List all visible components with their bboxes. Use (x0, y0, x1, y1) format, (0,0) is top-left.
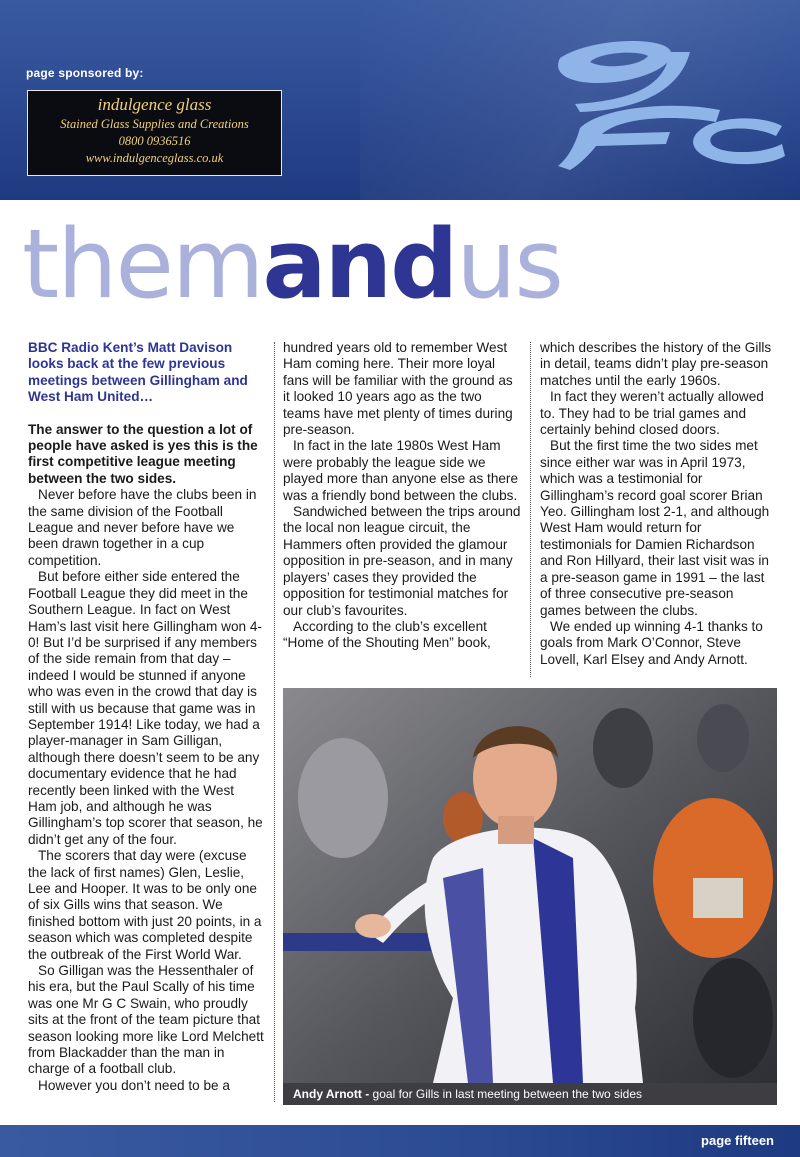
header-banner (0, 0, 800, 200)
sponsor-label: page sponsored by: (26, 66, 144, 80)
sponsor-phone: 0800 0936516 (118, 134, 191, 148)
page-title (22, 210, 562, 320)
sponsor-website: www.indulgenceglass.co.uk (85, 151, 224, 165)
article-paragraph: But the first time the two sides met since either war was in April 1973, which was a testimonial for Gillingham’s record goal scorer Brian Yeo. Gillingham lost 2-1, and although West Ham would return for testimonials for Damien Richardson and Ron Hillyard, their last visit was in a pre-season game in 1991 – the last of three consecutive pre-season games between the clubs. (540, 438, 770, 618)
photo-caption (283, 1083, 777, 1105)
article-paragraph: However you don’t need to be a (38, 1077, 230, 1093)
sponsor-box (27, 90, 282, 176)
article-paragraph: Sandwiched between the trips around the local non league circuit, the Hammers often provided the glamour opposition in pre-season, and in many players’ cases they provided the opposition for testimonial matches for our club’s favourites. (283, 504, 521, 618)
gfc-logo-icon (520, 30, 790, 180)
article-paragraph: which describes the history of the Gills in detail, teams didn’t play pre-season matches until the early 1960s. (540, 340, 772, 388)
title-us: us (456, 210, 562, 320)
article-paragraph: We ended up winning 4-1 thanks to goals from Mark O’Connor, Steve Lovell, Karl Elsey and Andy Arnott. (540, 618, 763, 667)
article-column-1 (28, 340, 264, 1094)
article-paragraph: But before either side entered the Football League they did meet in the Southern League. In fact on West Ham’s last visit here Gillingham won 4-0! But I’d be surprised if any members of the side remain from that day – indeed I would be stunned if anyone who was even in the crowd that day is still with us because that game was in September 1914! Like today, we had a player-manager in Sam Gilligan, although there doesn’t seem to be any documentary evidence that he had recently been linked with the West Ham job, and although he was Gillingham’s top scorer that season, he didn’t get any of the four. (28, 569, 263, 847)
column-divider (274, 342, 275, 1102)
sponsor-name: indulgence glass (97, 95, 212, 114)
article-paragraph: Never before have the clubs been in the same division of the Football League and never before have we been drawn together in a cup competition. (28, 487, 257, 568)
caption-text: goal for Gills in last meeting between the two sides (369, 1087, 643, 1101)
caption-player-name: Andy Arnott - (293, 1087, 370, 1101)
title-and: and (262, 210, 457, 320)
article-paragraph: In fact in the late 1980s West Ham were probably the league side we played more than anyone else as there was a friendly bond between the clubs. (283, 438, 519, 503)
article-lead: The answer to the question a lot of people have asked is yes this is the first competitive league meeting between the two sides. (28, 421, 258, 486)
article-column-3 (540, 340, 776, 668)
article-paragraph: So Gilligan was the Hessenthaler of his era, but the Paul Scally of his time was one Mr G C Swain, who proudly sits at the front of the team picture that season looking more like Lord Melchett from Blackadder than the man in charge of a football club. (28, 963, 264, 1077)
footer-bar (0, 1125, 800, 1157)
column-divider (530, 342, 531, 677)
title-them: them (22, 210, 263, 320)
article-intro: BBC Radio Kent’s Matt Davison looks back at the few previous meetings between Gillingham and West Ham United… (28, 340, 248, 405)
article-paragraph: hundred years old to remember West Ham coming here. Their more loyal fans will be familiar with the ground as it looked 10 years ago as the two teams have met plenty of times during pre-season. (283, 340, 513, 438)
page-number: page fifteen (701, 1133, 774, 1148)
article-column-2 (283, 340, 521, 652)
sponsor-tagline: Stained Glass Supplies and Creations (60, 117, 249, 131)
player-photo (283, 688, 777, 1105)
article-paragraph: In fact they weren’t actually allowed to. They had to be trial games and certainly behind closed doors. (540, 389, 764, 438)
article-paragraph: The scorers that day were (excuse the lack of first names) Glen, Leslie, Lee and Hooper. It was to be only one of six Gills wins that season. We finished bottom with just 20 points, in a season which was completed despite the outbreak of the First World War. (28, 848, 262, 962)
footballer-photo-icon (283, 688, 777, 1105)
article-paragraph: According to the club’s excellent “Home of the Shouting Men” book, (283, 618, 491, 651)
